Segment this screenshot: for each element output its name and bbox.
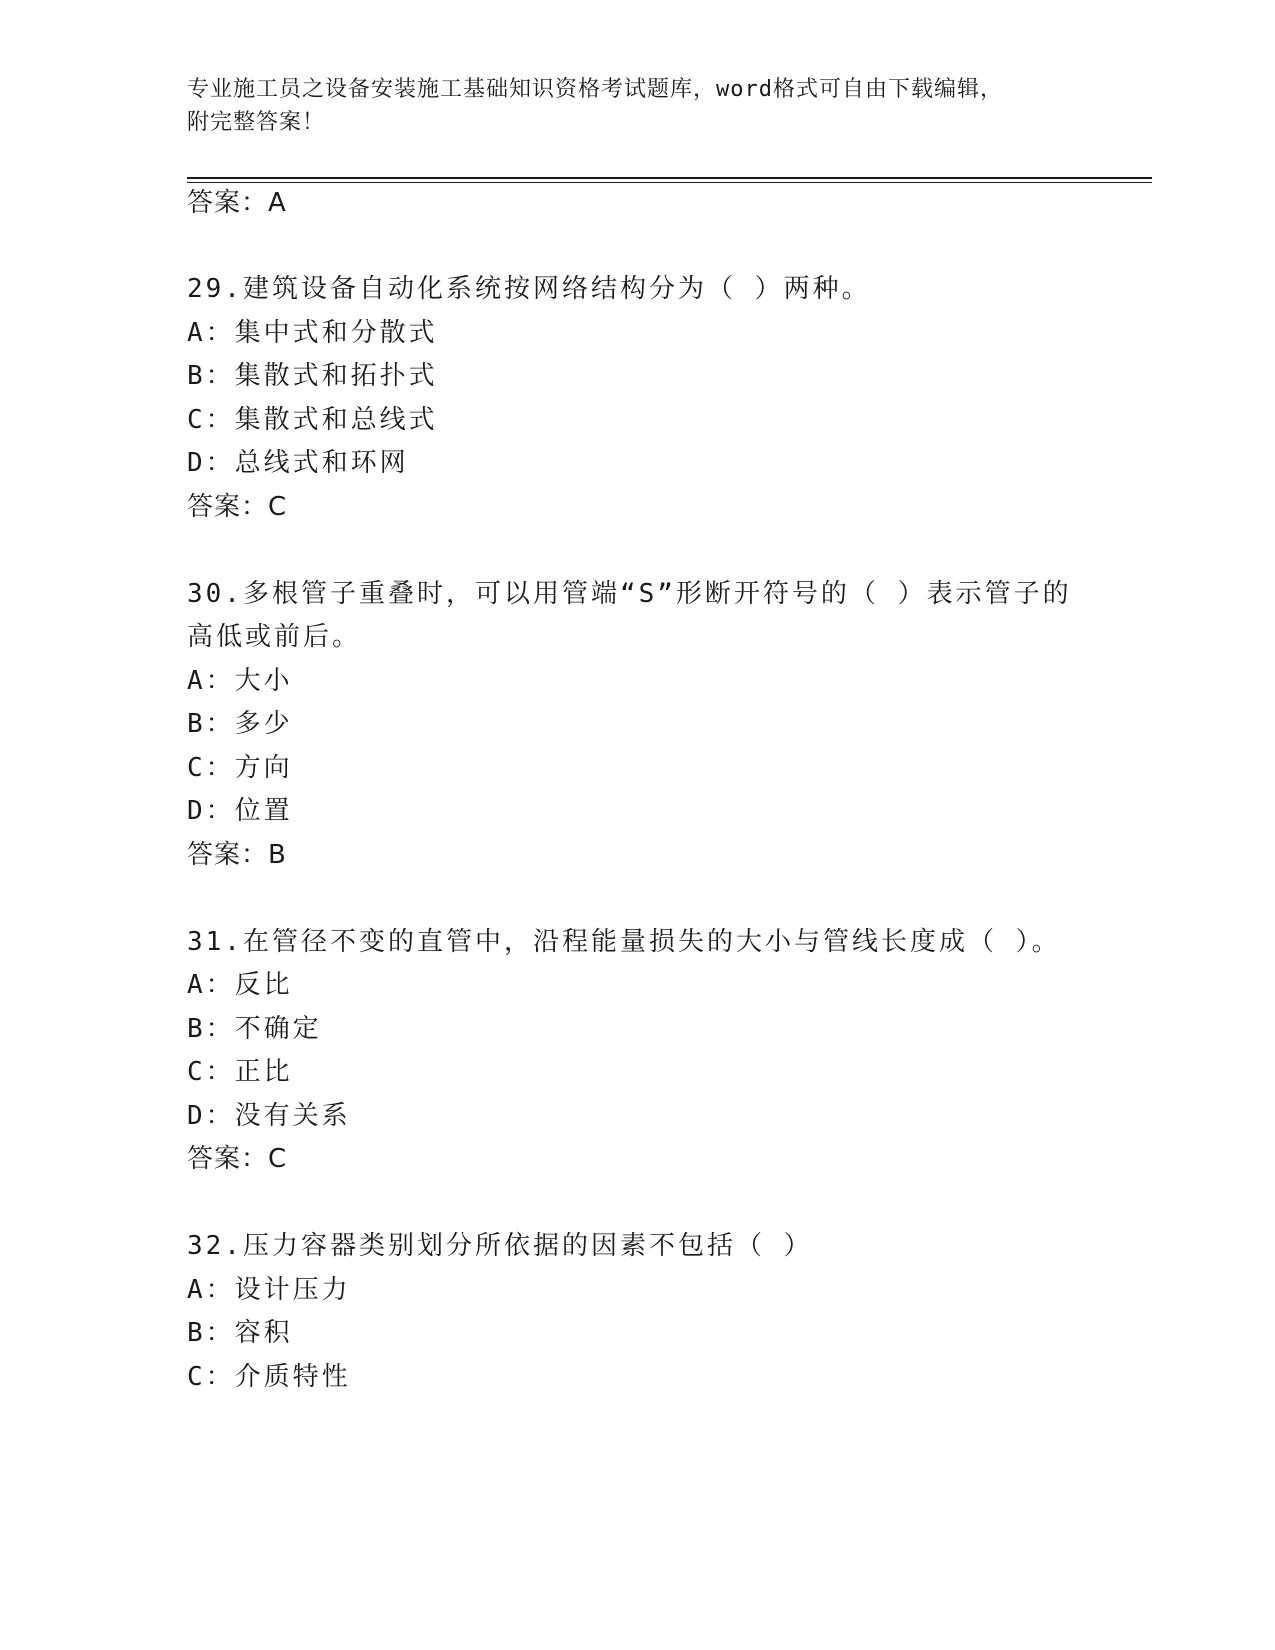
question-29-answer: 答案：C (187, 492, 288, 522)
question-30-option-b: B：多少 (187, 709, 293, 739)
document-header (187, 73, 1087, 139)
question-30-option-a: A：大小 (187, 666, 293, 696)
previous-answer: 答案：A (187, 188, 287, 218)
question-31-stem: 31.在管径不变的直管中，沿程能量损失的大小与管线长度成（ ）。 (187, 927, 1061, 957)
document-page (187, 0, 1152, 1650)
question-30-stem-line-1: 30.多根管子重叠时，可以用管端“S”形断开符号的（ ）表示管子的 (187, 579, 1072, 609)
question-32-stem: 32.压力容器类别划分所依据的因素不包括（ ） (187, 1231, 813, 1261)
header-line-1: 专业施工员之设备安装施工基础知识资格考试题库，word格式可自由下载编辑， (187, 77, 1003, 102)
question-32-option-b: B：容积 (187, 1318, 293, 1348)
question-32-option-a: A：设计压力 (187, 1275, 351, 1305)
question-31-option-b: B：不确定 (187, 1014, 322, 1044)
question-32-option-c: C：介质特性 (187, 1362, 351, 1392)
question-31-option-c: C：正比 (187, 1057, 293, 1087)
header-divider-thick (187, 177, 1152, 179)
header-divider-thin (187, 182, 1152, 183)
question-29-stem: 29.建筑设备自动化系统按网络结构分为（ ）两种。 (187, 274, 871, 304)
question-30-answer: 答案：B (187, 840, 287, 870)
header-line-2: 附完整答案！ (187, 110, 326, 135)
question-30-stem-line-2: 高低或前后。 (187, 622, 362, 652)
question-29-option-c: C：集散式和总线式 (187, 405, 438, 435)
question-31-option-a: A：反比 (187, 970, 293, 1000)
question-29-option-b: B：集散式和拓扑式 (187, 361, 438, 391)
question-29-option-a: A：集中式和分散式 (187, 318, 438, 348)
question-31-answer: 答案：C (187, 1144, 288, 1174)
question-30-option-d: D：位置 (187, 796, 293, 826)
question-30-option-c: C：方向 (187, 753, 293, 783)
question-31-option-d: D：没有关系 (187, 1101, 351, 1131)
question-29-option-d: D：总线式和环网 (187, 448, 409, 478)
